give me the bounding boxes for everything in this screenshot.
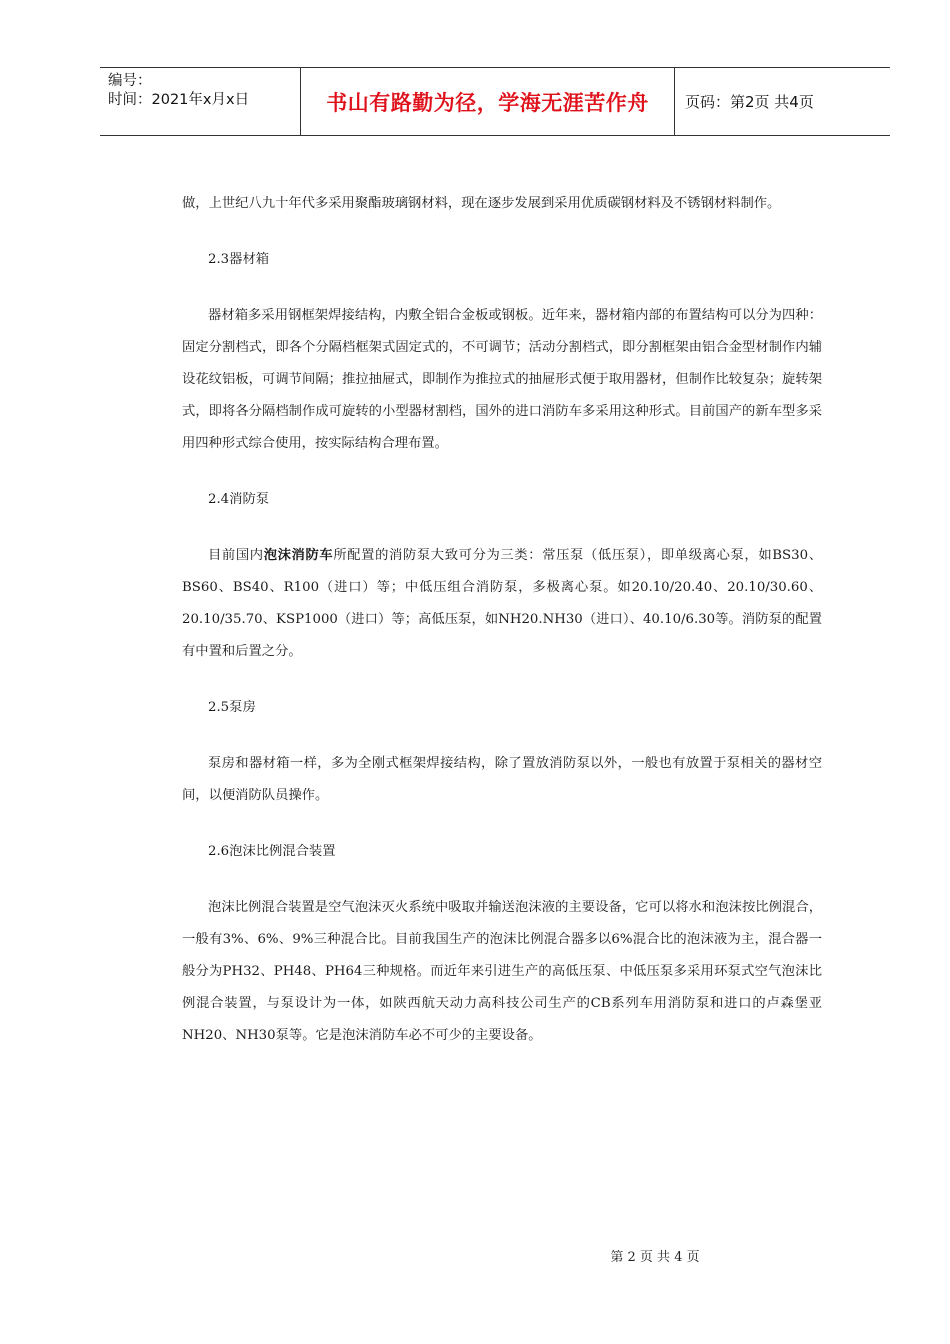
- paragraph-foam-mixer: 泡沫比例混合装置是空气泡沫灭火系统中吸取并输送泡沫液的主要设备，它可以将水和泡沫按比例混合，一般有3%、6%、9%三种混合比。目前我国生产的泡沫比例混合器多以6%混合比的泡沫液为主，混合器一般分为PH32、PH48、PH64三种规格。而近年来引进生产的高低压泵、中低压泵多采用环泵式空气泡沫比例混合装置，与泵设计为一体，如陕西航天动力高科技公司生产的CB系列车用消防泵和进口的卢森堡亚NH20、NH30泵等。它是泡沫消防车必不可少的主要设备。: [182, 900, 822, 1043]
- date-label: 时间：2021年x月x日: [108, 92, 250, 108]
- section-heading-equipment-box: 2.3器材箱: [208, 252, 270, 267]
- foam-fire-truck-link[interactable]: 泡沫消防车: [263, 548, 334, 563]
- fire-pump-text-start: 目前国内: [208, 548, 264, 563]
- section-heading-pump-room: 2.5泵房: [208, 700, 256, 715]
- paragraph-intro: 做，上世纪八九十年代多采用聚酯玻璃钢材料，现在逐步发展到采用优质碳钢材料及不锈钢材料制作。: [182, 196, 781, 211]
- header-page-number: 页码：第2页 共4页: [685, 93, 814, 111]
- header-meta: [100, 68, 301, 135]
- section-heading-fire-pump: 2.4消防泵: [208, 492, 270, 507]
- page-footer: 第 2 页 共 4 页: [610, 1250, 700, 1265]
- document-body: [182, 188, 822, 1076]
- fire-pump-text-end: 所配置的消防泵大致可分为三类：常压泵（低压泵），即单级离心泵，如BS30、BS60、BS40、R100（进口）等；中低压组合消防泵，多极离心泵。如20.10/20.40、20.10/30.60、20.10/35.70、KSP1000（进口）等；高低压泵，如NH20.NH30（进口）、40.10/6.30等。消防泵的配置有中置和后置之分。: [182, 548, 822, 659]
- paragraph-equipment-box: 器材箱多采用钢框架焊接结构，内敷全铝合金板或钢板。近年来，器材箱内部的布置结构可以分为四种：固定分割档式，即各个分隔档框架式固定式的，不可调节；活动分割档式，即分割框架由铝合金型材制作内辅设花纹铝板，可调节间隔；推拉抽屉式，即制作为推拉式的抽屉形式便于取用器材，但制作比较复杂；旋转架式，即将各分隔档制作成可旋转的小型器材割档，国外的进口消防车多采用这种形式。目前国产的新车型多采用四种形式综合使用，按实际结构合理布置。: [182, 308, 822, 451]
- header-motto: 书山有路勤为径，学海无涯苦作舟: [301, 68, 675, 135]
- paragraph-fire-pump: [182, 540, 822, 668]
- paragraph-pump-room: 泵房和器材箱一样，多为全刚式框架焊接结构，除了置放消防泵以外，一般也有放置于泵相关的器材空间，以便消防队员操作。: [182, 756, 822, 803]
- document-header: [100, 67, 890, 136]
- section-heading-foam-mixer: 2.6泡沫比例混合装置: [208, 844, 336, 859]
- serial-number-label: 编号：: [108, 73, 152, 89]
